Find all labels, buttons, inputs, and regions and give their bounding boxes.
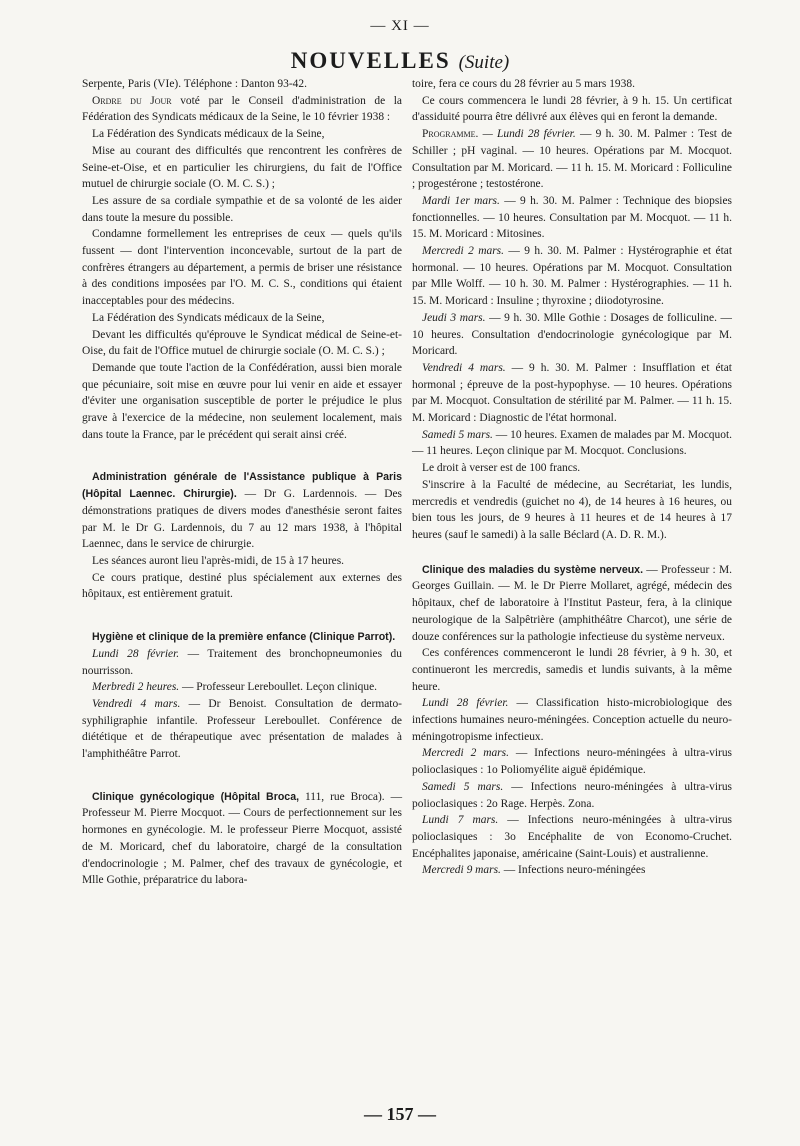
paragraph: Ce cours pratique, destiné plus spécialement aux externes des hôpitaux, est entièrement gratuit. bbox=[82, 571, 402, 601]
schedule-day: Samedi 5 mars. bbox=[422, 780, 504, 793]
schedule-day: Merbredi 2 heures. bbox=[92, 681, 180, 694]
paragraph: Condamne formellement les entreprises de ceux — quels qu'ils fussent — dont l'intervention inconcevable, surtout de la part de confrères étrangers au département, a permis de briser une résistance à des conditions imposées par l'O. M. C. S., conditions qui étaient inacceptables pour des médecins. bbox=[82, 228, 402, 308]
schedule-day: Lundi 7 mars. bbox=[422, 814, 499, 827]
paragraph: Les assure de sa cordiale sympathie et de sa volonté de les aider dans toute la mesure du possible. bbox=[82, 194, 402, 224]
paragraph: Ces conférences commenceront le lundi 28 février, à 9 h. 30, et continueront les mercredis, samedis et lundis suivants, à la même heure. bbox=[412, 647, 732, 693]
schedule-day: Jeudi 3 mars. bbox=[422, 311, 486, 324]
programme-label: Programme. bbox=[422, 128, 479, 141]
schedule-entry: Programme. — Lundi 28 février. — 9 h. 30. M. Palmer : Test de Schiller ; pH vaginal. — 10 heures. Opérations par M. Mocquot. Consultation par M. Moricard. — 11 h. 15. M. Moricard : Folliculine ; progestérone ; testostérone. bbox=[412, 128, 732, 191]
title-text: NOUVELLES bbox=[290, 48, 451, 73]
paragraph: Ordre du Jour voté par le Conseil d'administration de la Fédération des Syndicats médicaux de la Seine, le 10 février 1938 : bbox=[82, 94, 402, 124]
schedule-entry: Vendredi 4 mars. — Dr Benoist. Consultation de dermato-syphiligraphie infantile. Professeur Lereboullet. Conférence de diététique et de thérapeutique avec présentation de malades à l'amphithéâtre Parrot. bbox=[82, 697, 402, 761]
section-systeme-nerveux: Clinique des maladies du système nerveux. — Professeur : M. Georges Guillain. — M. le Dr Pierre Mollaret, agrégé, médecin des hôpitaux, chef de laboratoire à l'Institut Pasteur, fera, à la clinique neurologique de la Salpêtrière (amphithéâtre Charcot), une série de douze conférences sur la pathologie infectieuse du système nerveux. bbox=[412, 563, 732, 643]
title-suite: (Suite) bbox=[458, 52, 510, 73]
schedule-day: Vendredi 4 mars. bbox=[92, 697, 181, 710]
section-laennec: Administration générale de l'Assistance publique à Paris (Hôpital Laennec. Chirurgie). — Dr G. Lardennois. — Des démonstrations pratiques de divers modes d'anesthésie seront faites par M. le Dr G. Lardennois, du 7 au 12 mars 1938, à l'hôpital Laennec, dans le service de chirurgie. bbox=[82, 471, 402, 551]
paragraph: toire, fera ce cours du 28 février au 5 mars 1938. bbox=[412, 78, 635, 90]
right-column bbox=[412, 76, 732, 879]
paragraph: Ce cours commencera le lundi 28 février, à 9 h. 15. Un certificat d'assiduité pourra être délivré aux élèves qui en feront la demande. bbox=[412, 94, 732, 124]
schedule-entry: Samedi 5 mars. — Infections neuro-méningées à ultra-virus polioclasiques : 2o Rage. Herpès. Zona. bbox=[412, 780, 732, 810]
schedule-entry: Jeudi 3 mars. — 9 h. 30. Mlle Gothie : Dosages de folliculine. — 10 heures. Consultation d'endocrinologie gynécologique par M. Moricard. bbox=[412, 311, 732, 358]
schedule-day: Mardi 1er mars. bbox=[422, 194, 500, 207]
schedule-entry: Lundi 7 mars. — Infections neuro-méningées à ultra-virus polioclasiques : 3o Encéphalite de von Economo-Cruchet. Encéphalites japonaise, américaine (Saint-Louis) et australienne. bbox=[412, 814, 733, 860]
paragraph: La Fédération des Syndicats médicaux de la Seine, bbox=[92, 128, 325, 141]
section-broca: Clinique gynécologique (Hôpital Broca, 111, rue Broca). — Professeur M. Pierre Mocquot. — Cours de perfectionnement sur les hormones en gynécologie. M. le professeur Pierre Mocquot, assisté de M. Moricard, chef du laboratoire, chargé de la consultation d'endocrinologie ; M. Palmer, chef des travaux de gynécologie, et Mlle Gothie, préparatrice du labora- bbox=[82, 790, 403, 887]
schedule-entry: Lundi 28 février. — Traitement des bronchopneumonies du nourrisson. bbox=[82, 647, 402, 677]
left-column bbox=[82, 76, 402, 889]
page-title bbox=[0, 48, 800, 74]
paragraph: Le droit à verser est de 100 francs. bbox=[422, 462, 581, 475]
schedule-entry: Mercredi 9 mars. — Infections neuro-méningées bbox=[422, 864, 646, 877]
paragraph: La Fédération des Syndicats médicaux de la Seine, bbox=[92, 311, 325, 324]
schedule-entry: Samedi 5 mars. — 10 heures. Examen de malades par M. Mocquot. — 11 heures. Leçon clinique par M. Mocquot. Conclusions. bbox=[412, 428, 732, 458]
section-heading: Administration générale de l'Assistance publique à Paris (Hôpital Laennec. Chirurgie). bbox=[82, 471, 402, 501]
schedule-day: Vendredi 4 mars. bbox=[422, 361, 506, 374]
paragraph: Demande que toute l'action de la Confédération, aussi bien morale que pécuniaire, soit mise en œuvre pour lui venir en aide et essayer d'éviter une organisation susceptible de porter le préjudice le plus grave à l'exercice de la médecine, non seulement localement, mais dans toute la France, par le précédent qui serait ainsi créé. bbox=[82, 361, 402, 441]
paragraph: Serpente, Paris (VIe). Téléphone : Danton 93-42. bbox=[82, 78, 307, 90]
schedule-day: Lundi 28 février. bbox=[92, 647, 180, 660]
schedule-entry: Vendredi 4 mars. — 9 h. 30. M. Palmer : Insufflation et état hormonal ; épreuve de la post-hypophyse. — 10 heures. Opérations par M. Mocquot. Consultation de stérilité par M. Palmer. — 11 h. 15. M. Moricard : Diagnostic de l'état hormonal. bbox=[412, 361, 732, 425]
schedule-day: Mercredi 2 mars. bbox=[422, 747, 509, 760]
section-heading: Clinique des maladies du système nerveux. bbox=[422, 563, 644, 576]
folio: — XI — bbox=[370, 18, 430, 34]
section-heading: Clinique gynécologique (Hôpital Broca, bbox=[92, 790, 300, 803]
page-number: — 157 — bbox=[364, 1104, 436, 1124]
paragraph: Devant les difficultés qu'éprouve le Syndicat médical de Seine-et-Oise, du fait de l'Office mutuel de chirurgie sociale (O. M. C. S.) ; bbox=[82, 328, 402, 358]
schedule-entry: Mercredi 2 mars. — 9 h. 30. M. Palmer : Hystérographie et état hormonal. — 10 heures. Opérations par M. Mocquot. Consultation par Mlle Wolff. — 10 h. 30. M. Palmer : Hystérographies. — 11 h. 15. M. Moricard : Insuline ; thyroxine ; diiodotyrosine. bbox=[412, 245, 733, 308]
paragraph: Mise au courant des difficultés que rencontrent les confrères de Seine-et-Oise, et en particulier les chirurgiens, du fait de l'Office mutuel de chirurgie sociale (O. M. C. S.) ; bbox=[82, 144, 402, 191]
paragraph: S'inscrire à la Faculté de médecine, au Secrétariat, les lundis, mercredis et vendredis (guichet no 4), de 14 heures à 16 heures, ou bien tous les jours, de 9 heures à 11 heures et de 14 heures à 17 heures (sauf le samedi) à la salle Béclard (A. D. R. M.). bbox=[412, 478, 732, 541]
schedule-entry: Merbredi 2 heures. — Professeur Lereboullet. Leçon clinique. bbox=[92, 681, 378, 694]
schedule-day: Samedi 5 mars. bbox=[422, 428, 493, 441]
paragraph: Les séances auront lieu l'après-midi, de 15 à 17 heures. bbox=[92, 554, 345, 567]
schedule-day: — Lundi 28 février. bbox=[478, 128, 576, 141]
schedule-day: Mercredi 9 mars. bbox=[422, 864, 501, 877]
section-heading: Hygiène et clinique de la première enfance (Clinique Parrot). bbox=[92, 631, 396, 644]
schedule-day: Lundi 28 février. bbox=[422, 697, 509, 710]
schedule-entry: Lundi 28 février. — Classification histo-microbiologique des infections humaines neuro-méningées. Conception actuelle du neuro-méningotropisme infectieux. bbox=[412, 697, 733, 743]
ordre-du-jour-label: Ordre du Jour bbox=[92, 94, 172, 107]
schedule-entry: Mercredi 2 mars. — Infections neuro-méningées à ultra-virus polioclasiques : 1o Poliomyélite aiguë épidémique. bbox=[412, 747, 732, 777]
schedule-entry: Mardi 1er mars. — 9 h. 30. M. Palmer : Technique des biopsies fonctionnelles. — 10 heures. Consultation par M. Mocquot. — 11 h. 15. M. Moricard : Mitosines. bbox=[412, 194, 732, 241]
schedule-day: Mercredi 2 mars. bbox=[422, 245, 504, 258]
